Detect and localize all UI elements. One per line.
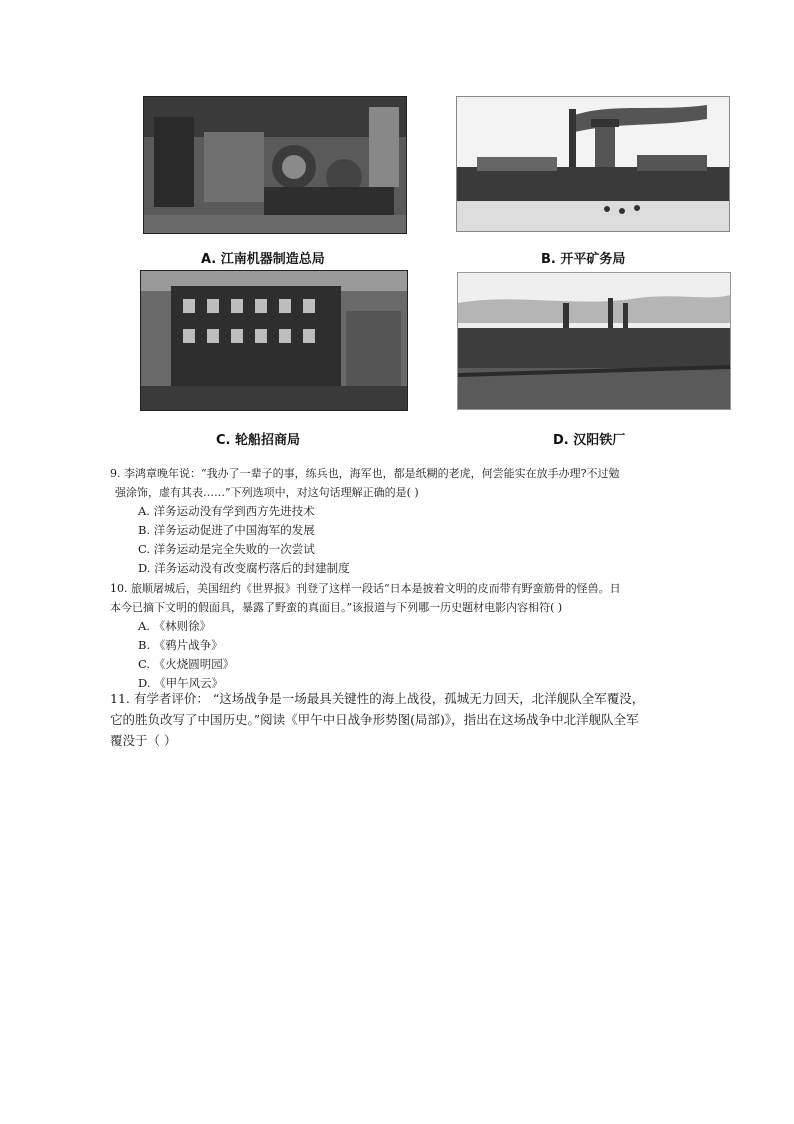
question-11-stem-line1: 11. 有学者评价： “这场战争是一场最具关键性的海上战役，孤城无力回天，北洋舰队全军覆没， <box>110 691 645 706</box>
question-11-stem-line3: 覆没于（ ） <box>110 733 177 748</box>
photo-hanyang-ironworks <box>457 272 731 410</box>
question-9-option-d: D. 洋务运动没有改变腐朽落后的封建制度 <box>138 561 350 575</box>
question-9 <box>110 464 700 578</box>
photo-china-merchants <box>140 270 408 411</box>
caption-c: C. 轮船招商局 <box>216 433 301 448</box>
question-11 <box>110 688 710 751</box>
question-10-option-a: A. 《林则徐》 <box>138 619 212 633</box>
question-9-option-c: C. 洋务运动是完全失败的一次尝试 <box>138 542 315 556</box>
caption-a: A. 江南机器制造总局 <box>201 252 325 267</box>
question-9-option-b: B. 洋务运动促进了中国海军的发展 <box>138 523 315 537</box>
caption-d: D. 汉阳铁厂 <box>553 433 626 448</box>
question-11-stem-line2: 它的胜负改写了中国历史。”阅读《甲午中日战争形势图(局部)》，指出在这场战争中北洋舰队全军 <box>110 712 639 727</box>
question-9-stem-line2: 强涂饰，虚有其表……”下列选项中，对这句话理解正确的是( ) <box>115 486 419 499</box>
question-10-stem-line1: 10. 旅顺屠城后，美国纽约《世界报》刊登了这样一段话“日本是披着文明的皮而带有野蛮筋骨的怪兽。日 <box>110 582 621 595</box>
question-9-option-a: A. 洋务运动没有学到西方先进技术 <box>138 504 315 518</box>
question-10-option-d: D. 《甲午风云》 <box>138 676 224 690</box>
question-10-option-c: C. 《火烧圆明园》 <box>138 657 235 671</box>
question-10 <box>110 579 700 693</box>
caption-b: B. 开平矿务局 <box>541 252 626 267</box>
photo-kaiping-mines <box>456 96 730 232</box>
question-9-stem-line1: 9. 李鸿章晚年说：“我办了一辈子的事，练兵也，海军也，都是纸糊的老虎，何尝能实在放手办理?不过勉 <box>110 467 620 480</box>
question-10-option-b: B. 《鸦片战争》 <box>138 638 223 652</box>
question-10-stem-line2: 本今已摘下文明的假面具，暴露了野蛮的真面目。”该报道与下列哪一历史题材电影内容相符( ) <box>110 601 563 614</box>
photo-jiangnan-arsenal <box>143 96 407 234</box>
